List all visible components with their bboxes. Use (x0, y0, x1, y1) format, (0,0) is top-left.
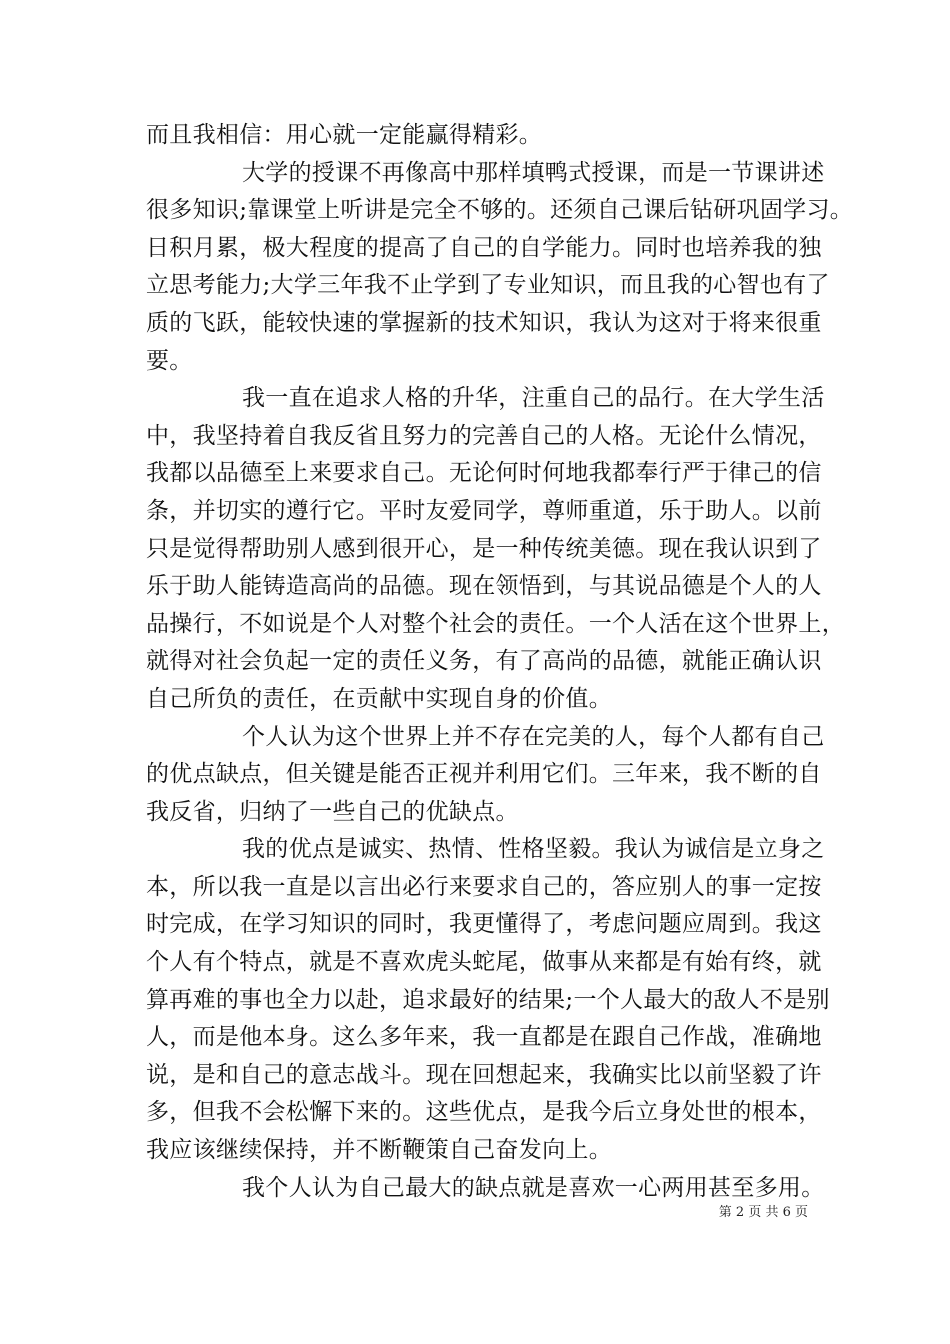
paragraph-start-line: 我个人认为自己最大的缺点就是喜欢一心两用甚至多用。 (242, 1174, 825, 1201)
text-line: 品操行，不如说是个人对整个社会的责任。一个人活在这个世界上， (146, 610, 845, 637)
paragraph-start-line: 我的优点是诚实、热情、性格坚毅。我认为诚信是立身之 (242, 836, 825, 863)
text-line: 要。 (146, 347, 193, 374)
text-line: 很多知识;靠课堂上听讲是完全不够的。还须自己课后钻研巩固学习。 (146, 197, 854, 224)
text-line: 只是觉得帮助别人感到很开心，是一种传统美德。现在我认识到了 (146, 535, 822, 562)
text-line: 日积月累，极大程度的提高了自己的自学能力。同时也培养我的独 (146, 234, 822, 261)
text-line: 本，所以我一直是以言出必行来要求自己的，答应别人的事一定按 (146, 873, 822, 900)
text-line: 中，我坚持着自我反省且努力的完善自己的人格。无论什么情况， (146, 422, 822, 449)
text-line: 多，但我不会松懈下来的。这些优点，是我今后立身处世的根本， (146, 1099, 822, 1126)
text-line: 说，是和自己的意志战斗。现在回想起来，我确实比以前坚毅了许 (146, 1061, 822, 1088)
paragraph-start-line: 大学的授课不再像高中那样填鸭式授课，而是一节课讲述 (242, 159, 825, 186)
text-line: 算再难的事也全力以赴，追求最好的结果;一个人最大的敌人不是别 (146, 986, 830, 1013)
text-line: 条，并切实的遵行它。平时友爱同学，尊师重道，乐于助人。以前 (146, 497, 822, 524)
text-line: 时完成，在学习知识的同时，我更懂得了，考虑问题应周到。我这 (146, 911, 822, 938)
paragraph-start-line: 个人认为这个世界上并不存在完美的人，每个人都有自己 (242, 723, 825, 750)
text-line: 就得对社会负起一定的责任义务，有了高尚的品德，就能正确认识 (146, 648, 822, 675)
text-line: 人，而是他本身。这么多年来，我一直都是在跟自己作战，准确地 (146, 1024, 822, 1051)
text-line: 我都以品德至上来要求自己。无论何时何地我都奉行严于律己的信 (146, 460, 822, 487)
text-line: 而且我相信：用心就一定能赢得精彩。 (146, 122, 543, 148)
paragraph-start-line: 我一直在追求人格的升华，注重自己的品行。在大学生活 (242, 385, 825, 412)
text-line: 个人有个特点，就是不喜欢虎头蛇尾，做事从来都是有始有终，就 (146, 949, 822, 976)
text-line: 自己所负的责任，在贡献中实现自身的价值。 (146, 685, 612, 712)
body-text (146, 117, 854, 1207)
text-line: 我应该继续保持，并不断鞭策自己奋发向上。 (146, 1137, 612, 1164)
text-line: 的优点缺点，但关键是能否正视并利用它们。三年来，我不断的自 (146, 761, 822, 788)
page-number: 第 2 页 共 6 页 (718, 1205, 808, 1220)
text-line: 乐于助人能铸造高尚的品德。现在领悟到，与其说品德是个人的人 (146, 573, 822, 600)
text-line: 我反省，归纳了一些自己的优缺点。 (146, 798, 519, 825)
text-line: 质的飞跃，能较快速的掌握新的技术知识，我认为这对于将来很重 (146, 309, 822, 336)
text-line: 立思考能力;大学三年我不止学到了专业知识，而且我的心智也有了 (146, 272, 830, 299)
